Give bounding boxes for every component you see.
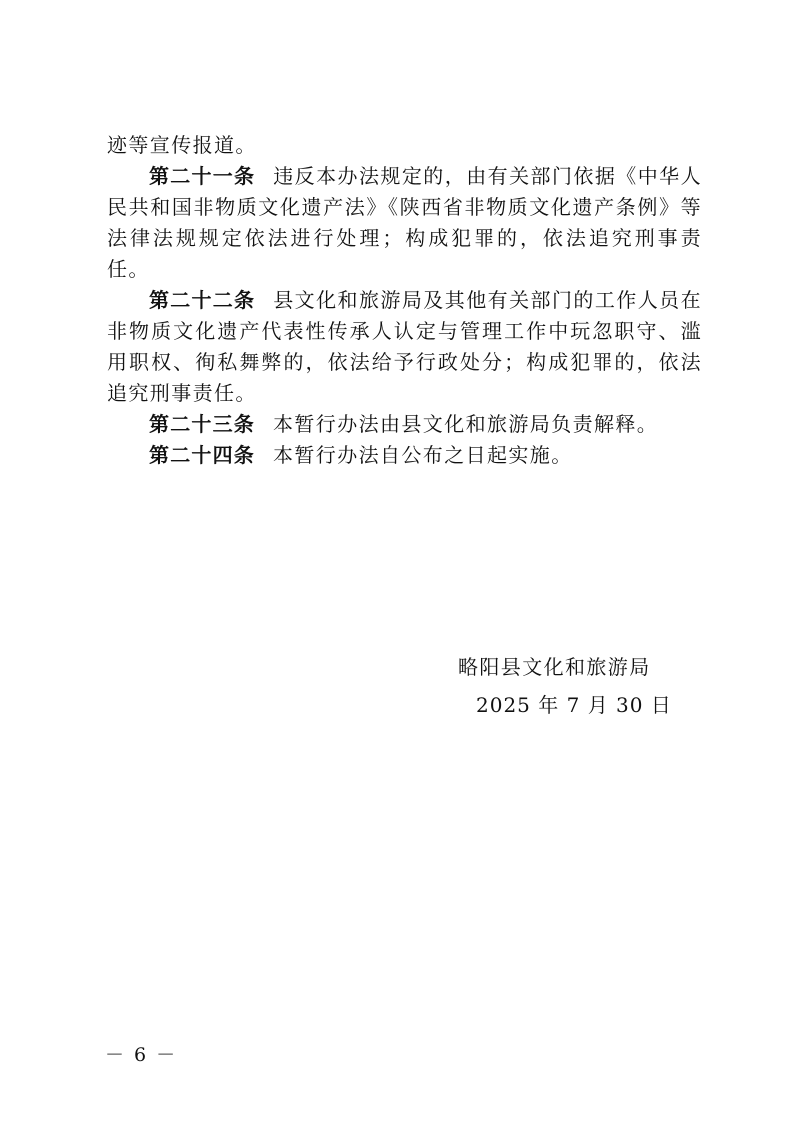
article-text: 县文化和旅游局及其他有关部门的工作人员在非物质文化遗产代表性传承人认定与管理工作中玩忽职守、滥用职权、徇私舞弊的，依法给予行政处分；构成犯罪的，依法追究刑事责任。: [107, 288, 703, 405]
article-21: [107, 161, 702, 285]
article-23: [107, 409, 702, 440]
article-24: [107, 440, 702, 471]
article-number: 第二十一条: [149, 164, 256, 188]
article-number: 第二十四条: [149, 443, 255, 467]
article-text: 本暂行办法自公布之日起实施。: [273, 443, 573, 467]
article-text: 违反本办法规定的，由有关部门依据《中华人民共和国非物质文化遗产法》《陕西省非物质文化遗产条例》等法律法规规定依法进行处理；构成犯罪的，依法追究刑事责任。: [107, 164, 703, 281]
page-number: － 6 －: [105, 1044, 178, 1066]
signature-block: [458, 648, 672, 724]
continuation-text: 迹等宣传报道。: [107, 133, 257, 157]
article-number: 第二十三条: [149, 412, 255, 436]
article-text: 本暂行办法由县文化和旅游局负责解释。: [273, 412, 659, 436]
continuation-paragraph: [107, 130, 702, 161]
article-22: [107, 285, 702, 409]
article-number: 第二十二条: [149, 288, 256, 312]
issue-date: 2025 年 7 月 30 日: [476, 693, 672, 717]
issuing-organization: 略阳县文化和旅游局: [458, 655, 651, 679]
document-body: [107, 130, 702, 471]
